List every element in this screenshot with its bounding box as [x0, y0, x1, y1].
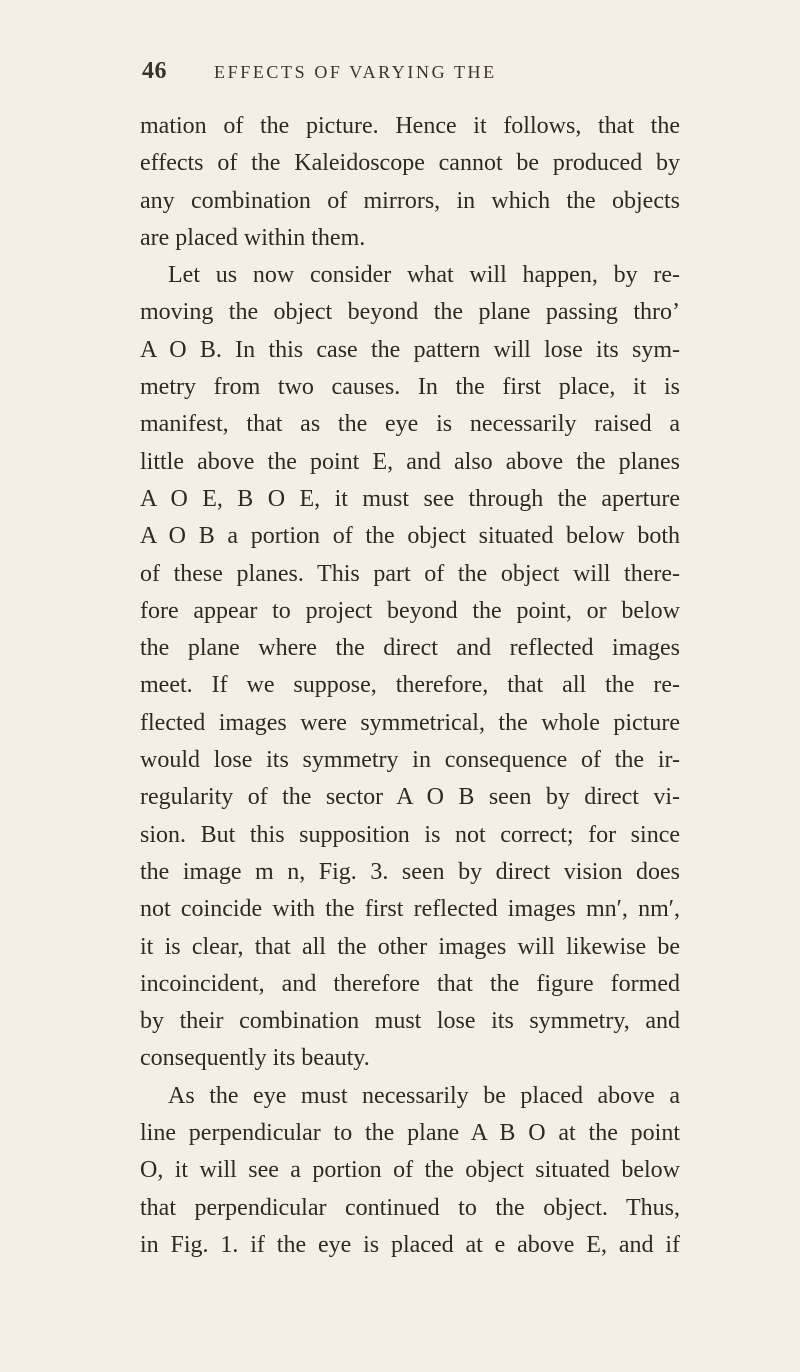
text-line: little above the point E, and also above the planes	[140, 448, 680, 475]
text-line: line perpendicular to the plane A B O at the point	[140, 1120, 680, 1147]
text-line: O, it will see a portion of the object situated below	[140, 1157, 680, 1184]
body-text	[140, 108, 680, 1264]
text-line: that perpendicular continued to the object. Thus,	[140, 1194, 680, 1221]
text-line: manifest, that as the eye is necessarily raised a	[140, 411, 680, 438]
text-line: the plane where the direct and reflected images	[140, 635, 680, 662]
text-line: by their combination must lose its symmetry, and	[140, 1008, 680, 1035]
text-line: A O B a portion of the object situated below both	[140, 523, 680, 550]
text-line: metry from two causes. In the first place, it is	[140, 374, 680, 401]
running-title: EFFECTS OF VARYING THE	[214, 62, 497, 82]
text-line: in Fig. 1. if the eye is placed at e above E, and if	[140, 1231, 680, 1258]
text-line: Let us now consider what will happen, by re-	[168, 262, 680, 289]
text-line: effects of the Kaleidoscope cannot be produced by	[140, 150, 680, 177]
text-line: regularity of the sector A O B seen by direct vi-	[140, 784, 680, 811]
text-line: fore appear to project beyond the point, or below	[140, 597, 680, 624]
text-line: incoincident, and therefore that the figure formed	[140, 970, 680, 997]
text-line: meet. If we suppose, therefore, that all the re-	[140, 672, 680, 699]
text-line: moving the object beyond the plane passing thro’	[140, 299, 680, 326]
text-line: it is clear, that all the other images will likewise be	[140, 933, 680, 960]
text-line: sion. But this supposition is not correct; for since	[140, 821, 680, 848]
text-line: mation of the picture. Hence it follows, that the	[140, 113, 680, 139]
text-line: would lose its symmetry in consequence of the ir-	[140, 747, 680, 774]
page-number: 46	[142, 58, 167, 84]
running-header	[140, 58, 680, 92]
text-line: flected images were symmetrical, the whole picture	[140, 709, 680, 736]
text-line: consequently its beauty.	[140, 1045, 370, 1072]
text-line: of these planes. This part of the object will there-	[140, 560, 680, 587]
text-line: not coincide with the first reflected images mn′, nm′,	[140, 896, 680, 923]
text-line: A O E, B O E, it must see through the aperture	[140, 485, 680, 512]
text-line: the image m n, Fig. 3. seen by direct vision does	[140, 858, 680, 885]
text-line: any combination of mirrors, in which the objects	[140, 187, 680, 214]
text-line: are placed within them.	[140, 224, 366, 251]
text-line: As the eye must necessarily be placed above a	[168, 1082, 680, 1109]
text-line: A O B. In this case the pattern will lose its sym-	[140, 336, 680, 363]
